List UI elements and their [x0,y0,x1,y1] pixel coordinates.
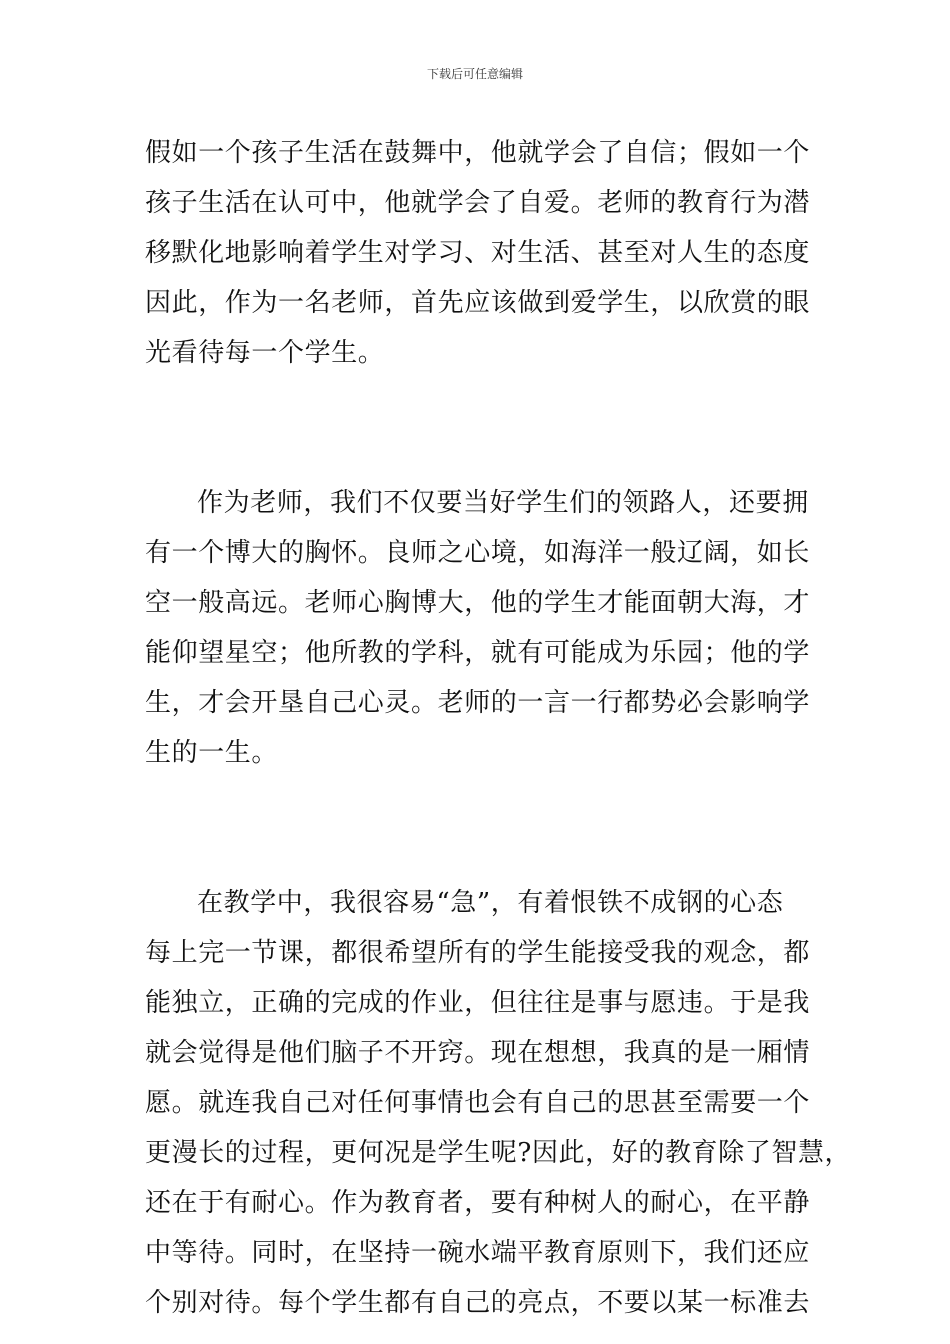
text-line: 愿。就连我自己对任何事情也会有自己的思甚至需要一个 [145,1088,811,1118]
text-line: 生的一生。 [145,738,279,768]
document-body [145,128,852,1328]
text-line: 有一个博大的胸怀。良师之心境，如海洋一般辽阔，如长 [145,538,811,568]
text-line: 更漫长的过程，更何况是学生呢?因此，好的教育除了智慧， [145,1138,852,1168]
text-line: 空一般高远。老师心胸博大，他的学生才能面朝大海，才 [145,588,811,618]
text-line: 个别对待。每个学生都有自己的亮点，不要以某一标准去 [145,1288,811,1318]
paragraph [145,478,815,778]
text-line: 能独立，正确的完成的作业，但往往是事与愿违。于是我 [145,988,811,1018]
text-line: 光看待每一个学生。 [145,338,385,368]
text-line: 孩子生活在认可中，他就学会了自爱。老师的教育行为潜 [145,188,811,218]
paragraph-gap [145,778,815,878]
page-header: 下载后可任意编辑 [426,67,523,81]
text-line: 移默化地影响着学生对学习、对生活、甚至对人生的态度 [145,238,811,268]
text-line: 就会觉得是他们脑子不开窍。现在想想，我真的是一厢情 [145,1038,811,1068]
text-line: 假如一个孩子生活在鼓舞中，他就学会了自信；假如一个 [145,138,811,168]
text-line: 作为老师，我们不仅要当好学生们的领路人，还要拥 [197,488,809,518]
paragraph [145,128,815,378]
text-line: 能仰望星空；他所教的学科，就有可能成为乐园；他的学 [145,638,811,668]
text-line: 生，才会开垦自己心灵。老师的一言一行都势必会影响学 [145,688,811,718]
text-line: 在教学中，我很容易“急”，有着恨铁不成钢的心态 [197,888,784,918]
text-line: 还在于有耐心。作为教育者，要有种树人的耐心，在平静 [145,1188,811,1218]
text-line: 中等待。同时，在坚持一碗水端平教育原则下，我们还应 [145,1238,811,1268]
paragraph-gap [145,378,815,478]
paragraph [145,878,852,1328]
text-line: 因此，作为一名老师，首先应该做到爱学生，以欣赏的眼 [145,288,811,318]
text-line: 每上完一节课，都很希望所有的学生能接受我的观念，都 [145,938,811,968]
